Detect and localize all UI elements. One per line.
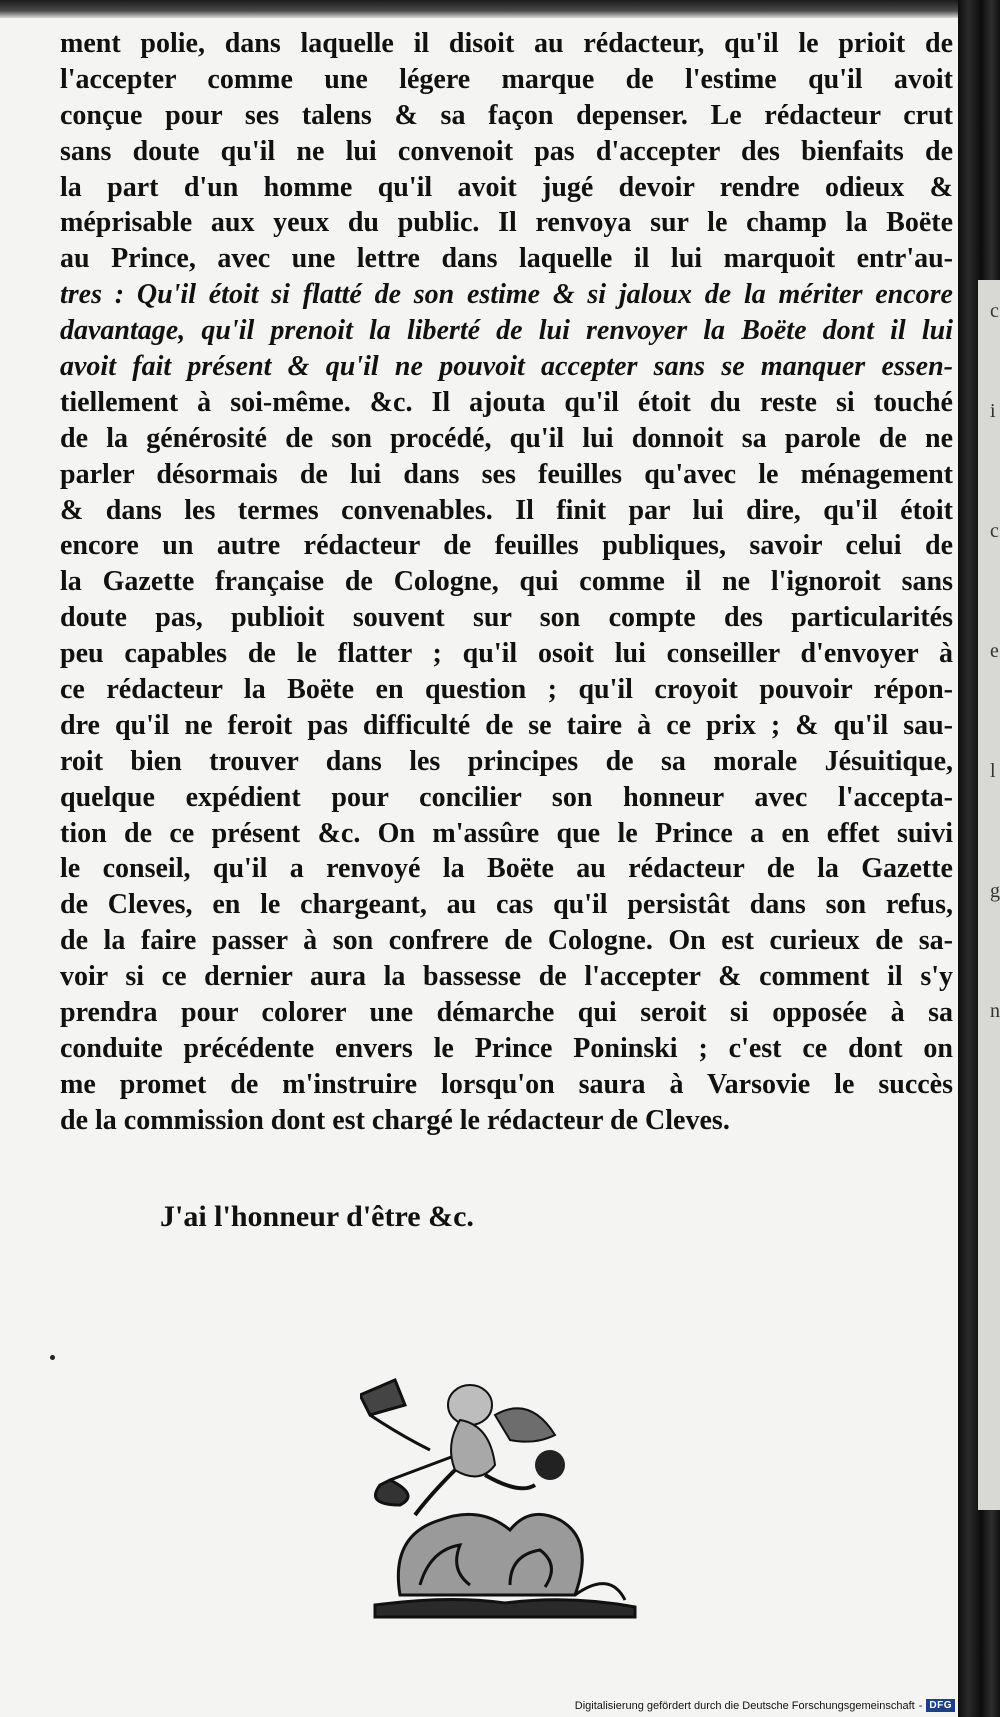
closing-formula: J'ai l'honneur d'être &c.: [160, 1200, 474, 1233]
body-text: [60, 26, 953, 1139]
facing-page-glyph: n: [990, 1000, 1000, 1022]
text-line: de la commission dont est chargé le rédacteur de Cleves.: [60, 1104, 730, 1136]
text-line: encore un autre rédacteur de feuilles publiques, savoir celui de: [60, 530, 953, 562]
text-line: la Gazette française de Cologne, qui comme il ne l'ignoroit sans: [60, 566, 953, 598]
separator-dash: -: [918, 1699, 923, 1712]
text-line: ment polie, dans laquelle il disoit au rédacteur, qu'il le prioit de: [60, 28, 953, 59]
text-line: peu capables de le flatter ; qu'il osoit lui conseiller d'envoyer à: [60, 638, 953, 670]
text-line: doute pas, publioit souvent sur son compte des particularités: [60, 602, 953, 634]
facing-page-glyph: c: [990, 520, 999, 542]
text-line: voir si ce dernier aura la bassesse de l'accepter & comment il s'y: [60, 961, 953, 993]
text-line: conduite précédente envers le Prince Poninski ; c'est ce dont on: [60, 1032, 953, 1064]
text-line: quelque expédient pour concilier son honneur avec l'accepta-: [60, 781, 953, 813]
text-line: & dans les termes convenables. Il finit par lui dire, qu'il étoit: [60, 494, 953, 526]
text-line-italic-quote: tres : Qu'il étoit si flatté de son estime & si jaloux de la mériter encore: [60, 279, 953, 311]
text-line: de la faire passer à son confrere de Cologne. On est curieux de sa-: [60, 925, 953, 957]
digitization-credit: [572, 1698, 958, 1713]
text-line: au Prince, avec une lettre dans laquelle il lui marquoit entr'au-: [60, 243, 953, 275]
page-top-edge: [0, 0, 958, 18]
ink-speck: [50, 1355, 55, 1360]
text-line: tiellement à soi-même. &c. Il ajouta qu'il étoit du reste si touché: [60, 386, 953, 418]
text-line: tion de ce présent &c. On m'assûre que le Prince a en effet suivi: [60, 817, 953, 849]
text-line: l'accepter comme une légere marque de l'estime qu'il avoit: [60, 63, 953, 95]
facing-page-glyph: c: [990, 300, 999, 322]
text-line: ce rédacteur la Boëte en question ; qu'il croyoit pouvoir répon-: [60, 674, 953, 706]
text-line: la part d'un homme qu'il avoit jugé devoir rendre odieux &: [60, 171, 953, 203]
text-line-italic-quote: avoit fait présent & qu'il ne pouvoit accepter sans se manquer essen-: [60, 351, 953, 383]
text-line: parler désormais de lui dans ses feuilles qu'avec le ménagement: [60, 458, 953, 490]
text-line: de Cleves, en le chargeant, au cas qu'il persistât dans son refus,: [60, 889, 953, 921]
facing-page-glyph: l: [990, 760, 996, 782]
text-line-italic-quote: davantage, qu'il prenoit la liberté de lui renvoyer la Boëte dont il lui: [60, 315, 953, 347]
dfg-logo-icon: DFG: [926, 1699, 955, 1712]
text-line: dre qu'il ne feroit pas difficulté de se taire à ce prix ; & qu'il sau-: [60, 709, 953, 741]
credit-text: Digitalisierung gefördert durch die Deutsche Forschungsgemeinschaft: [574, 1699, 915, 1712]
text-line: roit bien trouver dans les principes de sa morale Jésuitique,: [60, 745, 953, 777]
cherub-tailpiece-ornament: [360, 1355, 650, 1625]
text-line: conçue pour ses talens & sa façon depenser. Le rédacteur crut: [60, 99, 953, 131]
facing-page-glyph: e: [990, 640, 999, 662]
text-line: le conseil, qu'il a renvoyé la Boëte au rédacteur de la Gazette: [60, 853, 953, 885]
facing-page-glyph: g: [990, 880, 1000, 902]
text-line: méprisable aux yeux du public. Il renvoya sur le champ la Boëte: [60, 207, 953, 239]
facing-page-glyph: i: [990, 400, 996, 422]
text-line: prendra pour colorer une démarche qui seroit si opposée à sa: [60, 997, 953, 1029]
text-line: de la générosité de son procédé, qu'il lui donnoit sa parole de ne: [60, 422, 953, 454]
text-line: sans doute qu'il ne lui convenoit pas d'accepter des bienfaits de: [60, 135, 953, 167]
text-line: me promet de m'instruire lorsqu'on saura à Varsovie le succès: [60, 1068, 953, 1100]
